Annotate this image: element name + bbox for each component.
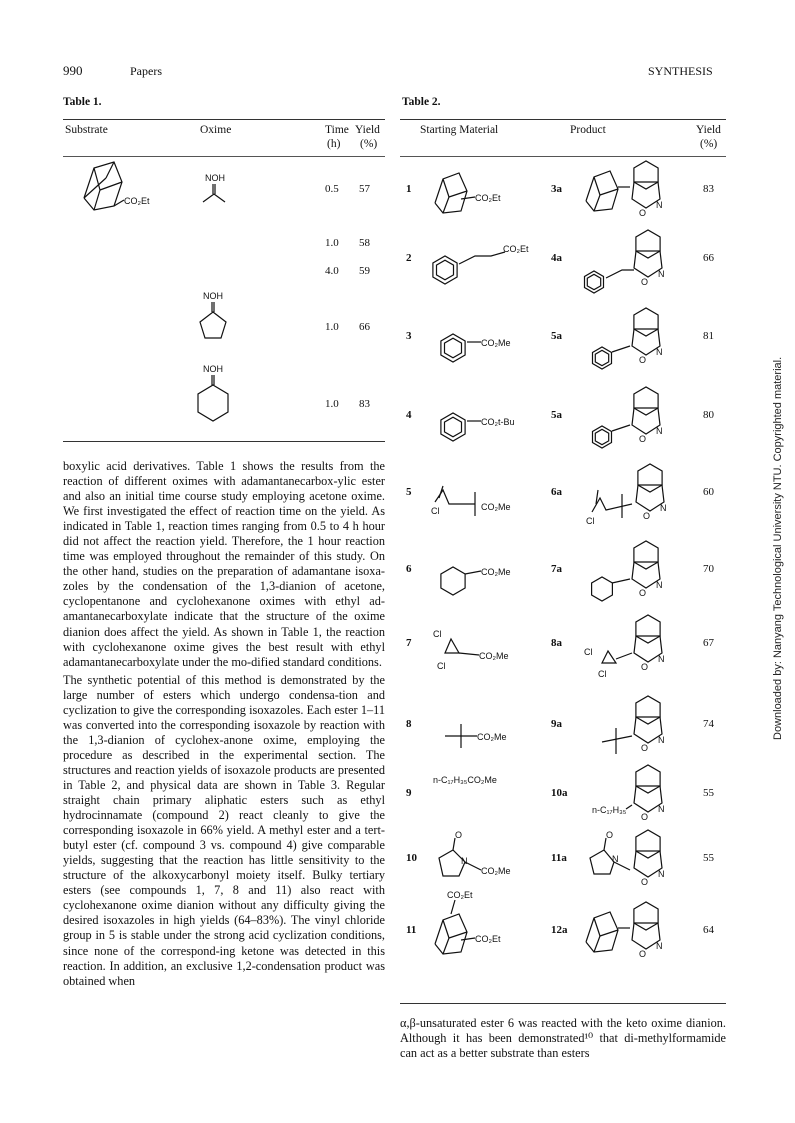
table2-header-rule	[400, 156, 726, 157]
t2-starting-material-structure	[425, 890, 545, 966]
paragraph-2: The synthetic potential of this method is demonstrated by the large number of esters which undergo condensa-tion and cyclization to give the corresponding isoxazoles. Each ester 1–11 was converted into the corresponding isoxazole by reaction with the 1,3-dianion of cyclohex-anone oxime, employing the procedure as described in the experimental section. The structures and reaction yields of isoxazole products are presented in Table 2, and physical data are shown in Table 3. Regular straight chain primary aliphatic esters such as ethyl hydrocinnamate (compound 2) react cleanly to give the corresponding isoxazole in 66% yield. A methyl ester and a tert-butyl ester (cf. compound 3 vs. compound 4) give comparable yields, suggesting that the reaction has little sensitivity to the structure of the alkoxycarbonyl moiety itself. Bulky tertiary esters (see compounds 1, 7, 8 and 11) also react with cyclohexanone oxime dianion without any difficulty giving the desired isoxazoles in high yields (64–83%). The vinyl chloride group in 5 is stable under the strong acid cyclization conditions, since none of the correspond-ing ketone was detected in this reaction. In addition, an exclusive 1,2-condensation product was obtained when	[63, 672, 385, 988]
svg-text:N: N	[656, 941, 663, 951]
svg-text:CO₂Me: CO₂Me	[477, 732, 507, 742]
table2-col-yield: Yield	[696, 124, 721, 136]
table1-col-time-unit: (h)	[327, 138, 341, 150]
table1-col-oxime: Oxime	[200, 124, 232, 136]
svg-text:CO₂Me: CO₂Me	[481, 502, 511, 512]
table1-top-rule	[63, 119, 385, 120]
t2-product-structure	[582, 830, 702, 900]
t2-starting-material-structure	[425, 391, 545, 451]
svg-text:CO₂t-Bu: CO₂t-Bu	[481, 417, 515, 427]
t2-compound-number: 10	[406, 852, 417, 864]
cyclohexanone-oxime-structure	[195, 363, 245, 428]
table1-col-yield: Yield	[355, 124, 380, 136]
body-right-column: α,β-unsaturated ester 6 was reacted with the keto oxime dianion. Although it has been demonstrated¹⁰ that di-methylformamide can act as a better substrate than esters	[400, 1016, 726, 1061]
t2-product-id: 10a	[551, 787, 568, 799]
t1-yield-4: 66	[359, 321, 370, 333]
svg-text:n-C₁₇H₃₅CO₂Me: n-C₁₇H₃₅CO₂Me	[433, 775, 497, 785]
t2-starting-material-structure	[425, 165, 545, 225]
t2-yield: 66	[703, 252, 714, 264]
svg-text:O: O	[641, 812, 649, 822]
table1-caption: Table 1.	[63, 96, 102, 108]
svg-text:O: O	[639, 949, 647, 959]
t1-time-5: 1.0	[325, 398, 339, 410]
t2-compound-number: 11	[406, 924, 417, 936]
t1-yield-3: 59	[359, 265, 370, 277]
svg-text:CO₂Et: CO₂Et	[475, 934, 501, 944]
svg-text:CO₂Me: CO₂Me	[481, 866, 511, 876]
svg-text:NOH: NOH	[203, 291, 223, 301]
svg-text:N: N	[658, 804, 665, 814]
t2-product-structure	[582, 765, 702, 835]
t2-yield: 74	[703, 718, 714, 730]
svg-text:N: N	[656, 347, 663, 357]
svg-text:N: N	[656, 580, 663, 590]
paragraph-1: boxylic acid derivatives. Table 1 shows the results from the reaction of different oximes with adamantanecarbox-ylic ester and also an initial time course study employing acetone oxime. We first investigated the effect of reaction time on the yield. As indicated in Table 1, reaction times ranging from 0.5 to 4 h hour did not affect the reaction yield. Therefore, the 1 hour reaction time was employed throughout the remainder of this study. On the other hand, studies on the preparation of adamantane isoxa-zoles by the condensation of the 1,3-dianion of acetone, cyclopentanone and cyclohexanone oximes with ethyl ad-amantanecarboxylate indicate that the structure of the oxime dianion does affect the yield. As shown in Table 1, the reaction with cyclohexanone oxime gives the best result with ethyl adamantanecarboxylate under the mo-dified standard conditions.	[63, 459, 385, 669]
svg-text:Cl: Cl	[598, 669, 607, 679]
table1-col-yield-unit: (%)	[360, 138, 378, 150]
t2-starting-material-structure	[425, 234, 545, 294]
svg-text:O: O	[639, 588, 647, 598]
section-name: Papers	[130, 64, 162, 78]
svg-text:O: O	[606, 830, 614, 840]
t2-product-id: 6a	[551, 486, 562, 498]
t2-compound-number: 8	[406, 718, 412, 730]
t1-yield-1: 57	[359, 183, 370, 195]
svg-text:O: O	[455, 830, 463, 840]
t2-product-id: 4a	[551, 252, 562, 264]
t2-starting-material-structure	[425, 830, 545, 894]
t2-product-id: 7a	[551, 563, 562, 575]
table2-col-product: Product	[570, 124, 606, 136]
t2-product-structure	[582, 308, 702, 378]
svg-text:N: N	[656, 426, 663, 436]
svg-text:CO₂Et: CO₂Et	[475, 193, 501, 203]
t2-yield: 81	[703, 330, 714, 342]
svg-text:O: O	[641, 877, 649, 887]
t2-product-structure	[582, 696, 702, 766]
t2-yield: 83	[703, 183, 714, 195]
svg-text:n-C₁₇H₃₅: n-C₁₇H₃₅	[592, 805, 627, 815]
t2-compound-number: 6	[406, 563, 412, 575]
t2-product-structure	[582, 230, 702, 300]
svg-text:O: O	[641, 662, 649, 672]
journal-name: SYNTHESIS	[648, 64, 713, 78]
svg-text:Cl: Cl	[433, 629, 442, 639]
t2-product-id: 8a	[551, 637, 562, 649]
svg-text:CO₂Me: CO₂Me	[479, 651, 509, 661]
svg-text:O: O	[643, 511, 651, 521]
t2-starting-material-structure	[425, 769, 545, 829]
svg-text:Cl: Cl	[586, 516, 595, 526]
t2-yield: 60	[703, 486, 714, 498]
t2-compound-number: 5	[406, 486, 412, 498]
t1-time-2: 1.0	[325, 237, 339, 249]
svg-text:Cl: Cl	[437, 661, 446, 671]
t2-compound-number: 4	[406, 409, 412, 421]
download-notice: Downloaded by: Nanyang Technological University NTU. Copyrighted material.	[772, 356, 784, 740]
acetone-oxime-structure	[195, 172, 245, 212]
svg-text:O: O	[641, 277, 649, 287]
t2-starting-material-structure	[425, 312, 545, 372]
svg-text:CO₂Et: CO₂Et	[447, 890, 473, 900]
page-number: 990	[63, 63, 83, 78]
table2-caption: Table 2.	[402, 96, 441, 108]
t2-product-structure	[582, 161, 702, 231]
t2-product-id: 3a	[551, 183, 562, 195]
t2-product-structure	[582, 615, 702, 685]
t2-compound-number: 2	[406, 252, 412, 264]
t2-product-id: 11a	[551, 852, 567, 864]
t2-starting-material-structure	[425, 545, 545, 605]
table2-bottom-rule	[400, 1003, 726, 1004]
t2-product-id: 5a	[551, 409, 562, 421]
t2-product-id: 5a	[551, 330, 562, 342]
svg-text:NOH: NOH	[203, 364, 223, 374]
svg-text:CO₂Me: CO₂Me	[481, 567, 511, 577]
svg-text:O: O	[641, 743, 649, 753]
svg-text:N: N	[461, 856, 468, 866]
table1-bottom-rule	[63, 441, 385, 442]
t2-yield: 55	[703, 787, 714, 799]
svg-text:Cl: Cl	[431, 506, 440, 516]
svg-text:CO₂Me: CO₂Me	[481, 338, 511, 348]
t2-compound-number: 7	[406, 637, 412, 649]
svg-text:NOH: NOH	[205, 173, 225, 183]
t2-starting-material-structure	[425, 468, 545, 528]
t2-product-structure	[582, 387, 702, 457]
t2-compound-number: 3	[406, 330, 412, 342]
adamantane-ester-structure	[70, 160, 170, 220]
t2-compound-number: 9	[406, 787, 412, 799]
t2-yield: 80	[703, 409, 714, 421]
svg-text:N: N	[612, 854, 619, 864]
table2-top-rule	[400, 119, 726, 120]
t2-yield: 64	[703, 924, 714, 936]
svg-text:O: O	[639, 434, 647, 444]
table1-col-time: Time	[325, 124, 349, 136]
svg-text:O: O	[639, 355, 647, 365]
table1-col-substrate: Substrate	[65, 124, 108, 136]
svg-text:CO₂Et: CO₂Et	[503, 244, 529, 254]
t2-product-structure	[582, 464, 702, 534]
t2-product-id: 9a	[551, 718, 562, 730]
svg-text:N: N	[656, 200, 663, 210]
svg-text:N: N	[658, 269, 665, 279]
body-left-column	[63, 459, 385, 989]
cyclopentanone-oxime-structure	[195, 290, 245, 345]
t2-yield: 55	[703, 852, 714, 864]
svg-text:N: N	[658, 735, 665, 745]
table2-col-start: Starting Material	[420, 124, 499, 136]
t2-yield: 70	[703, 563, 714, 575]
t2-starting-material-structure	[425, 619, 545, 679]
t1-yield-5: 83	[359, 398, 370, 410]
t1-time-3: 4.0	[325, 265, 339, 277]
t2-compound-number: 1	[406, 183, 412, 195]
t1-time-4: 1.0	[325, 321, 339, 333]
svg-text:Cl: Cl	[584, 647, 593, 657]
svg-text:N: N	[660, 503, 667, 513]
ester-label: CO₂Et	[124, 196, 150, 206]
t1-time-1: 0.5	[325, 183, 339, 195]
t2-starting-material-structure	[425, 700, 545, 760]
t2-product-structure	[582, 541, 702, 611]
svg-text:O: O	[639, 208, 647, 218]
t2-product-id: 12a	[551, 924, 568, 936]
t2-product-structure	[582, 902, 702, 972]
t2-yield: 67	[703, 637, 714, 649]
table1-header-rule	[63, 156, 385, 157]
svg-text:N: N	[658, 869, 665, 879]
t1-yield-2: 58	[359, 237, 370, 249]
table2-col-yield-unit: (%)	[700, 138, 718, 150]
svg-text:N: N	[658, 654, 665, 664]
